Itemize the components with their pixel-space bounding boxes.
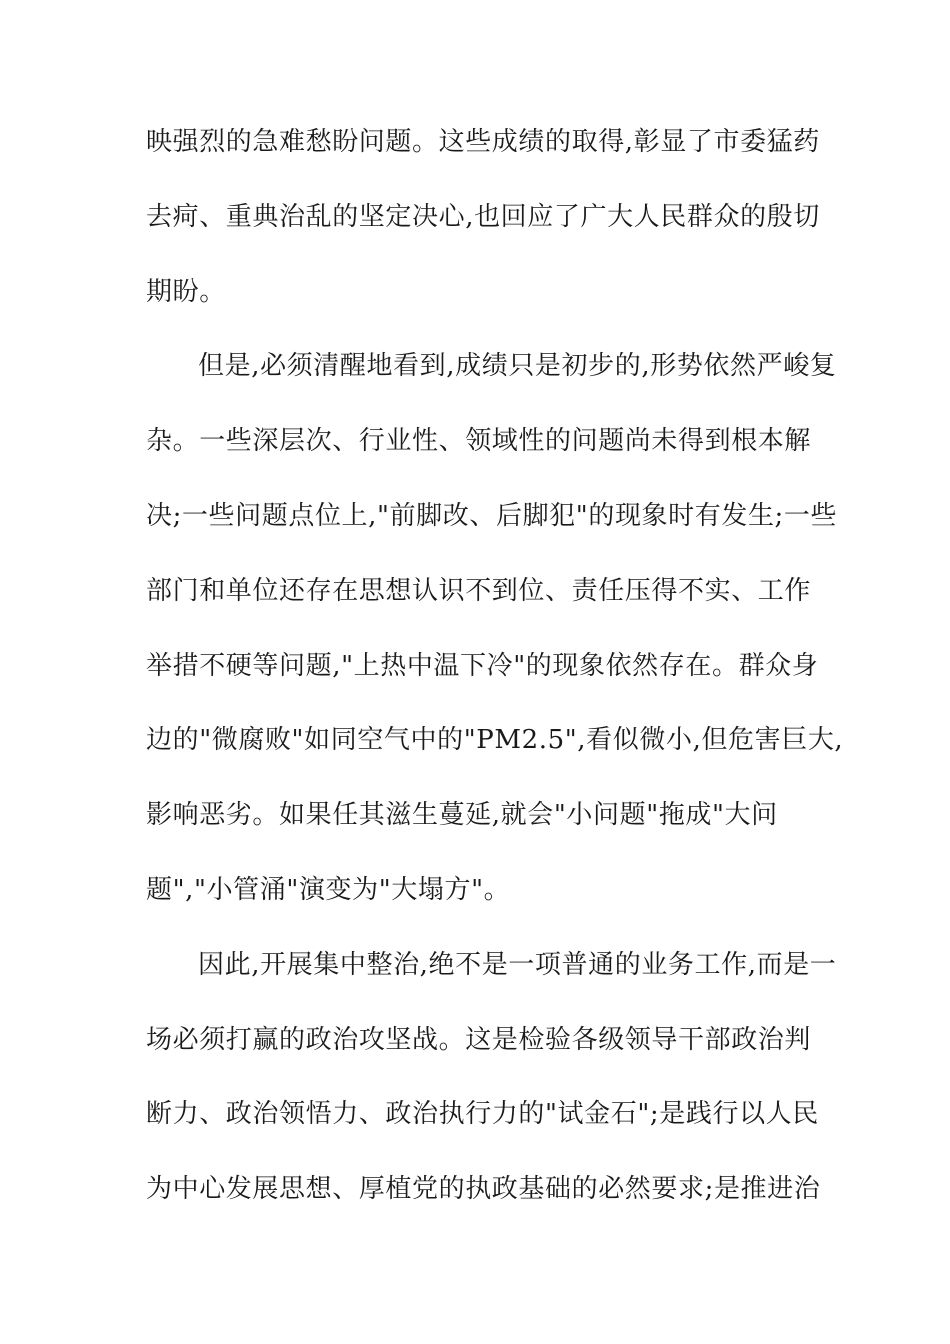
paragraph-first-line: 但是,必须清醒地看到,成绩只是初步的,形势依然严峻复 [198,351,837,382]
text-line: 决;一些问题点位上,"前脚改、后脚犯"的现象时有发生;一些 [146,500,838,531]
text-line: 断力、政治领悟力、政治执行力的"试金石";是践行以人民 [146,1099,819,1130]
body-text [146,116,844,1238]
text-line: 期盼。 [146,276,226,307]
text-line: 边的"微腐败"如同空气中的"PM2.5",看似微小,但危害巨大, [146,725,844,756]
text-line: 映强烈的急难愁盼问题。这些成绩的取得,彰显了市委猛药 [146,127,820,157]
text-line: 杂。一些深层次、行业性、领域性的问题尚未得到根本解 [146,426,812,457]
text-line: 举措不硬等问题,"上热中温下冷"的现象依然存在。群众身 [146,650,819,681]
text-line: 去疴、重典治乱的坚定决心,也回应了广大人民群众的殷切 [146,201,820,232]
text-line: 影响恶劣。如果任其滋生蔓延,就会"小问题"拖成"大问 [146,800,778,831]
text-line: 场必须打赢的政治攻坚战。这是检验各级领导干部政治判 [146,1024,812,1055]
text-line: 题","小管涌"演变为"大塌方"。 [146,874,511,905]
text-line: 部门和单位还存在思想认识不到位、责任压得不实、工作 [146,575,812,606]
paragraph-first-line: 因此,开展集中整治,绝不是一项普通的业务工作,而是一 [198,949,837,980]
text-line: 为中心发展思想、厚植党的执政基础的必然要求;是推进治 [146,1174,821,1205]
